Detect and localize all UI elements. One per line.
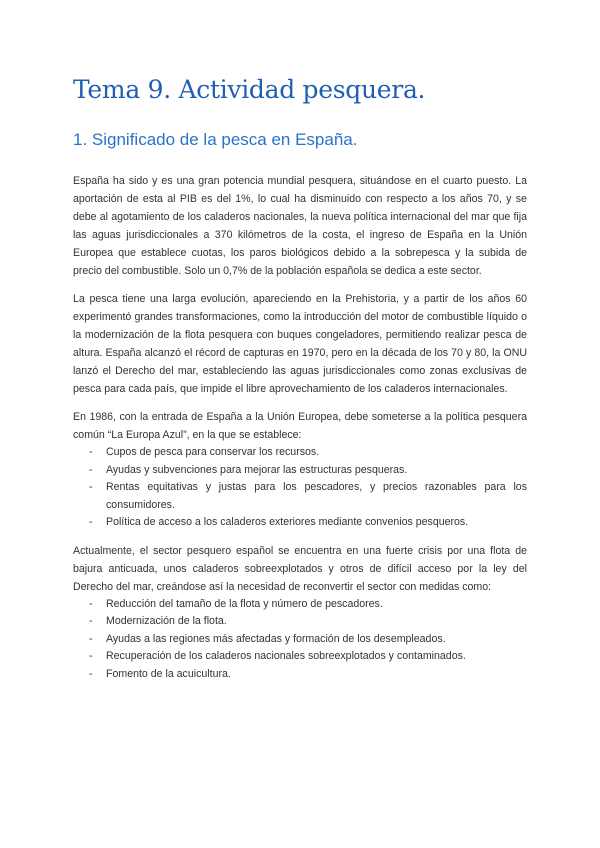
list-item-text: Ayudas a las regiones más afectadas y formación de los desempleados. [106,632,446,645]
list-item [73,648,527,666]
paragraph-eu-policy: En 1986, con la entrada de España a la Unión Europea, debe someterse a la política pesquera común “La Europa Azul”, en la que se establece: [73,411,527,441]
list-item-text: Fomento de la acuicultura. [106,667,231,680]
dash-bullet: - [89,446,93,458]
list-item-text: Modernización de la flota. [106,615,227,627]
document-content [73,70,527,683]
paragraph-intro: España ha sido y es una gran potencia mundial pesquera, situándose en el cuarto puesto. La aportación de esta al PIB es del 1%, lo cual ha disminuido con respecto a los años 70, y se debe al agotamiento de los caladeros nacionales, la nueva política internacional del mar que fija las aguas jurisdiccionales a 370 kilómetros de la costa, el ingreso de España en la Unión Europea que establece cuotas, los paros biológicos debido a la sobrepesca y la subida de precio del combustible. Solo un 0,7% de la población española se dedica a este sector. [73,175,527,277]
dash-bullet: - [89,481,93,493]
measures-list [73,596,527,684]
dash-bullet: - [89,632,93,645]
eu-policy-list [73,444,527,532]
list-item-text: Cupos de pesca para conservar los recursos. [106,446,320,458]
paragraph-current-crisis: Actualmente, el sector pesquero español se encuentra en una fuerte crisis por una flota de bajura anticuada, unos caladeros sobreexplotados y otros de difícil acceso por la ley del Derecho del mar, creándose así la necesidad de reconvertir el sector con medidas como: [73,544,527,593]
list-item [73,462,527,480]
list-item [73,631,527,649]
list-item [73,479,527,514]
page-title: Tema 9. Actividad pesquera. [73,75,426,104]
dash-bullet: - [89,463,93,476]
list-item-text: Reducción del tamaño de la flota y número de pescadores. [106,597,383,610]
list-item [73,666,527,684]
dash-bullet: - [89,516,93,528]
section-heading: 1. Significado de la pesca en España. [73,130,358,149]
list-item [73,613,527,631]
dash-bullet: - [89,597,93,610]
dash-bullet: - [89,650,93,662]
list-item [73,444,527,462]
dash-bullet: - [89,615,93,627]
list-item [73,596,527,614]
list-item-text: Ayudas y subvenciones para mejorar las estructuras pesqueras. [106,463,408,476]
list-item-text: Recuperación de los caladeros nacionales sobreexplotados y contaminados. [106,650,466,662]
paragraph-evolution: La pesca tiene una larga evolución, apareciendo en la Prehistoria, y a partir de los años 60 experimentó grandes transformaciones, como la introducción del motor de combustible líquido o la modernización de la flota pesquera con buques congeladores, permitiendo realizar pesca de altura. España alcanzó el récord de capturas en 1970, pero en la década de los 70 y 80, la ONU lanzó el Derecho del mar, estableciendo las aguas jurisdiccionales como zonas exclusivas de pesca para cada país, que impide el libre aprovechamiento de los caladeros internacionales. [73,293,527,395]
list-item-text: Rentas equitativas y justas para los pescadores, y precios razonables para los consumidores. [106,481,527,511]
list-item [73,514,527,532]
dash-bullet: - [89,667,93,680]
list-item-text: Política de acceso a los caladeros exteriores mediante convenios pesqueros. [106,516,469,528]
